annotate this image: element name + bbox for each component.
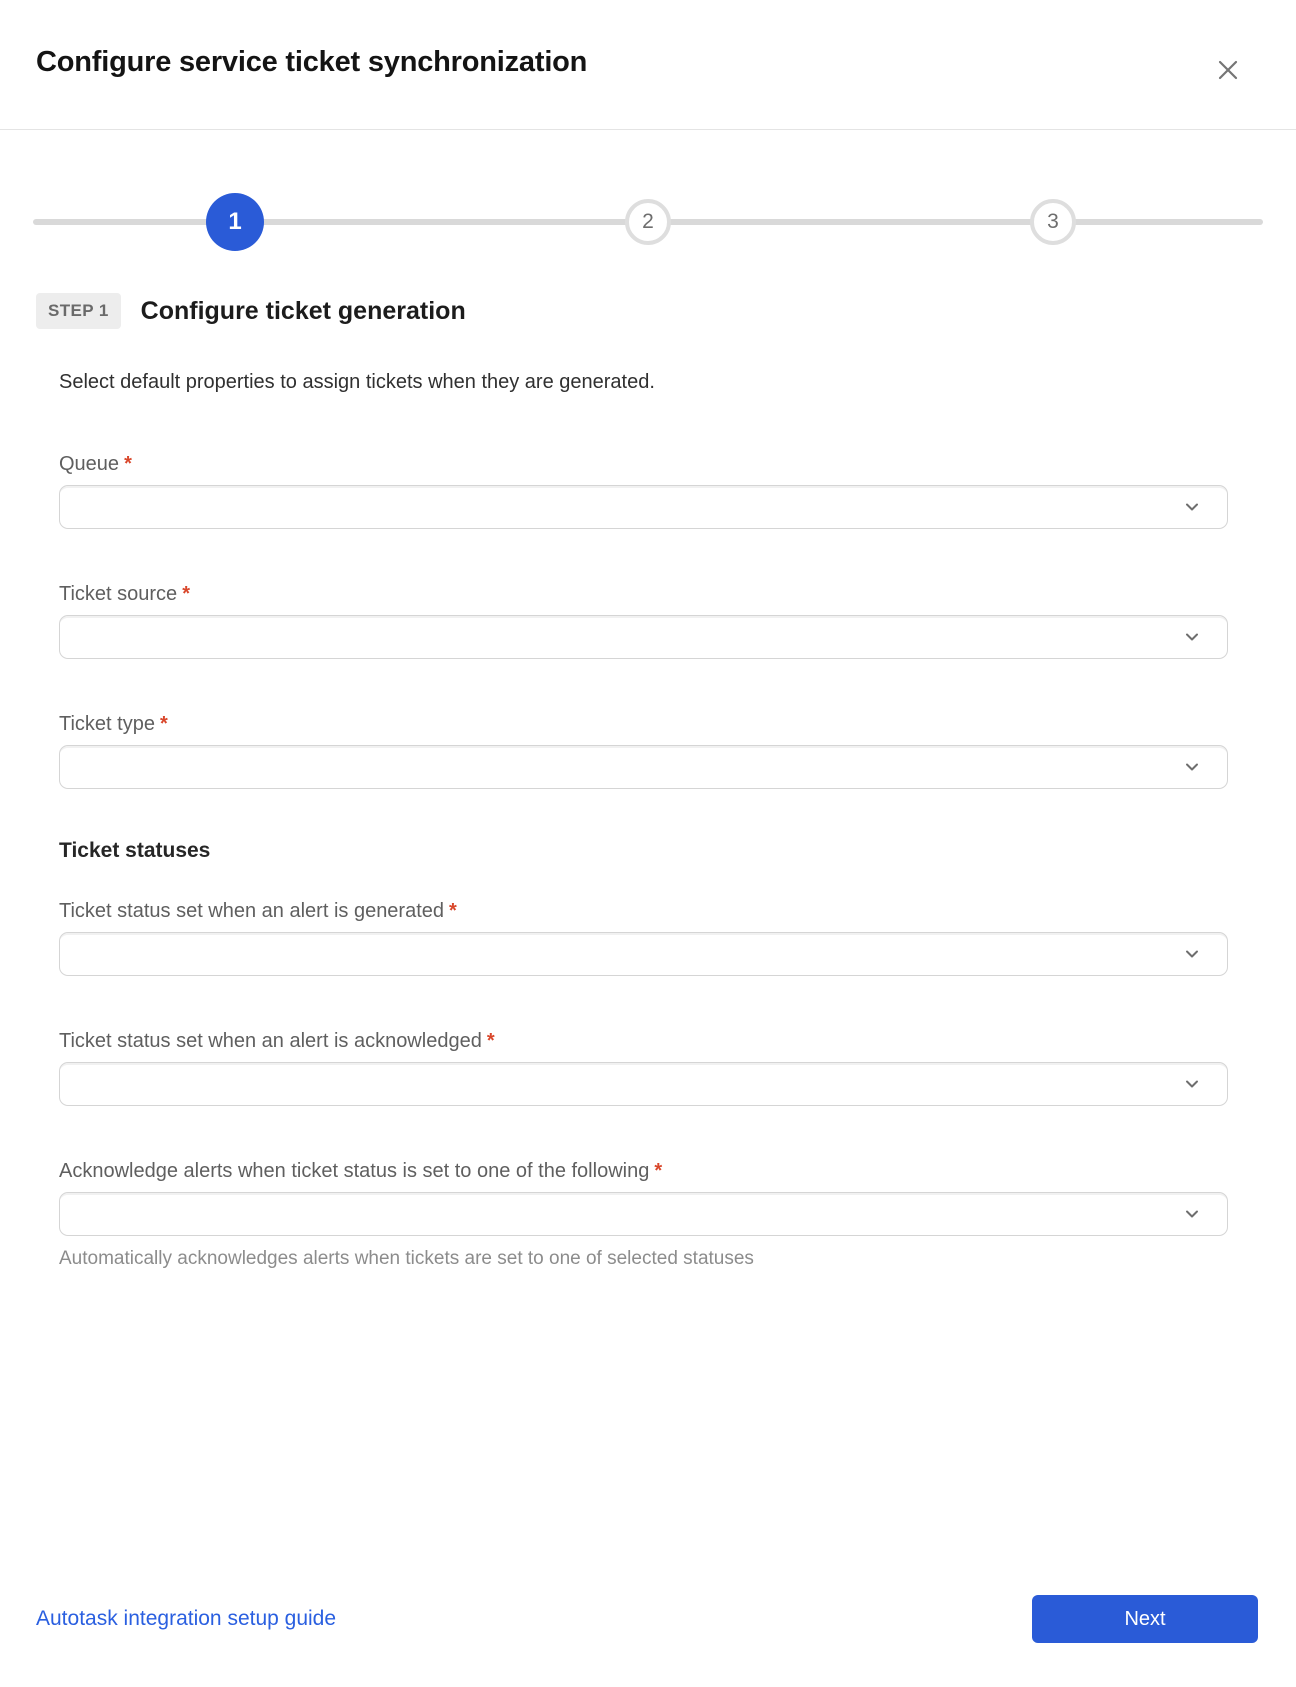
chevron-down-icon bbox=[1183, 628, 1201, 646]
field-label bbox=[59, 1029, 1228, 1053]
step-indicator-1 bbox=[206, 193, 264, 251]
field-label bbox=[59, 899, 1228, 923]
wizard-stepper bbox=[0, 190, 1296, 254]
required-asterisk: * bbox=[124, 453, 132, 475]
step-badge: STEP 1 bbox=[36, 293, 121, 329]
queue-select[interactable] bbox=[59, 485, 1228, 529]
field-label-text: Acknowledge alerts when ticket status is set to one of the following bbox=[59, 1160, 650, 1182]
step-indicator-3 bbox=[1030, 199, 1076, 245]
field-label bbox=[59, 1159, 1228, 1183]
close-icon bbox=[1215, 57, 1241, 83]
status-alert-acknowledged-select[interactable] bbox=[59, 1062, 1228, 1106]
ticket-generation-form bbox=[59, 452, 1228, 1270]
modal-title: Configure service ticket synchronization bbox=[36, 46, 588, 78]
modal-header bbox=[0, 0, 1296, 130]
field-label bbox=[59, 452, 1228, 476]
field-label bbox=[59, 712, 1228, 736]
field-ticket-type bbox=[59, 712, 1228, 789]
step-number: 2 bbox=[642, 210, 654, 233]
chevron-down-icon bbox=[1183, 498, 1201, 516]
field-label-text: Ticket type bbox=[59, 713, 155, 735]
field-label bbox=[59, 582, 1228, 606]
field-label-text: Ticket status set when an alert is acknowledged bbox=[59, 1030, 482, 1052]
chevron-down-icon bbox=[1183, 945, 1201, 963]
field-helper-text: Automatically acknowledges alerts when tickets are set to one of selected statuses bbox=[59, 1248, 754, 1269]
ticket-type-select[interactable] bbox=[59, 745, 1228, 789]
chevron-down-icon bbox=[1183, 1075, 1201, 1093]
field-label-text: Ticket status set when an alert is generated bbox=[59, 900, 445, 922]
required-asterisk: * bbox=[654, 1160, 663, 1182]
next-button[interactable]: Next bbox=[1032, 1595, 1258, 1643]
ticket-source-select[interactable] bbox=[59, 615, 1228, 659]
field-ticket-source bbox=[59, 582, 1228, 659]
step-indicator-2 bbox=[625, 199, 671, 245]
step-number: 1 bbox=[228, 208, 242, 235]
modal-footer bbox=[36, 1595, 1258, 1643]
step-number: 3 bbox=[1047, 210, 1059, 233]
status-alert-generated-select[interactable] bbox=[59, 932, 1228, 976]
step-header bbox=[36, 293, 1260, 329]
required-asterisk: * bbox=[449, 900, 457, 922]
field-acknowledge-alerts-statuses bbox=[59, 1159, 1228, 1270]
section-heading-ticket-statuses: Ticket statuses bbox=[59, 839, 211, 862]
chevron-down-icon bbox=[1183, 758, 1201, 776]
field-queue bbox=[59, 452, 1228, 529]
acknowledge-alerts-statuses-select[interactable] bbox=[59, 1192, 1228, 1236]
intro-text: Select default properties to assign tickets when they are generated. bbox=[59, 371, 655, 393]
step-title: Configure ticket generation bbox=[140, 296, 466, 325]
required-asterisk: * bbox=[182, 583, 190, 605]
field-label-text: Ticket source bbox=[59, 583, 178, 605]
close-button[interactable] bbox=[1211, 53, 1245, 87]
chevron-down-icon bbox=[1183, 1205, 1201, 1223]
field-label-text: Queue bbox=[59, 453, 120, 475]
required-asterisk: * bbox=[486, 1030, 495, 1052]
field-status-alert-generated bbox=[59, 899, 1228, 976]
required-asterisk: * bbox=[159, 713, 168, 735]
autotask-setup-guide-link[interactable]: Autotask integration setup guide bbox=[36, 1607, 337, 1630]
field-status-alert-acknowledged bbox=[59, 1029, 1228, 1106]
